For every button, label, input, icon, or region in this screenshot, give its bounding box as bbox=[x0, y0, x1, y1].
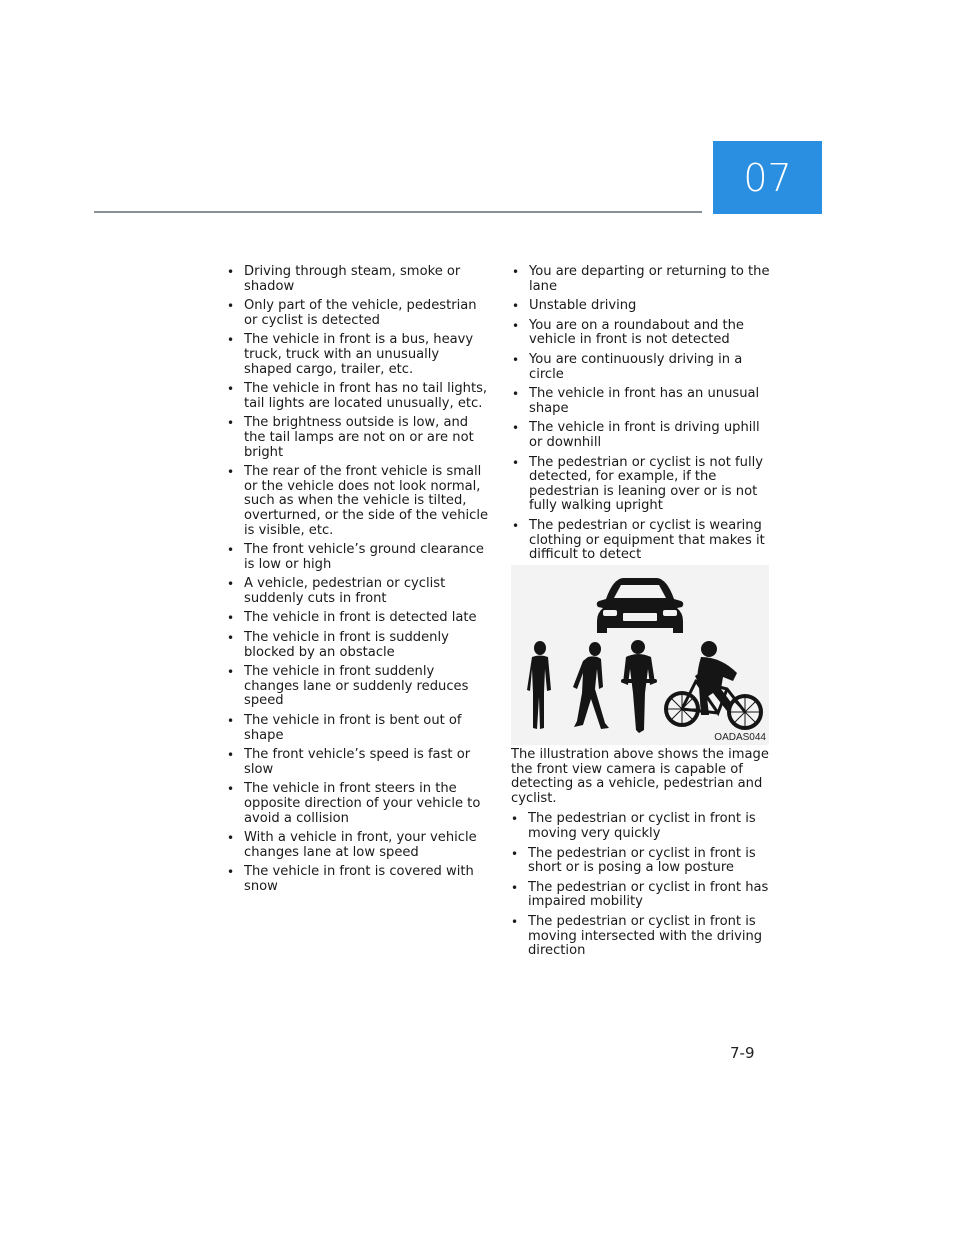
list-item: • The vehicle in front is detected late bbox=[227, 611, 489, 626]
header-rule bbox=[94, 211, 702, 213]
walking-pedestrian-icon bbox=[573, 642, 609, 729]
illustration-graphic bbox=[511, 565, 769, 745]
list-item: • With a vehicle in front, your vehicle changes lane at low speed bbox=[227, 831, 489, 860]
list-item: • You are on a roundabout and the vehicle in front is not detected bbox=[512, 319, 774, 348]
right-column-top bbox=[512, 265, 774, 568]
chapter-number: 07 bbox=[743, 155, 792, 200]
list-item: • The vehicle in front has an unusual shape bbox=[512, 387, 774, 416]
list-item: • The pedestrian or cyclist in front is moving intersected with the driving direction bbox=[511, 915, 773, 959]
list-item: • The pedestrian or cyclist in front is short or is posing a low posture bbox=[511, 847, 773, 876]
car-icon bbox=[597, 578, 684, 633]
page-number: 7-9 bbox=[730, 1044, 755, 1062]
side-cyclist-icon bbox=[666, 641, 761, 728]
list-item: • The rear of the front vehicle is small or the vehicle does not look normal, such as when the vehicle is tilted, overturned, or the side of the vehicle is visible, etc. bbox=[227, 465, 489, 538]
list-item: • The vehicle in front is covered with snow bbox=[227, 865, 489, 894]
list-item: • The pedestrian or cyclist is not fully detected, for example, if the pedestrian is leaning over or is not fully walking upright bbox=[512, 456, 774, 514]
list-item: • You are departing or returning to the lane bbox=[512, 265, 774, 294]
list-item: • Unstable driving bbox=[512, 299, 774, 314]
list-item: • The vehicle in front has no tail lights, tail lights are located unusually, etc. bbox=[227, 382, 489, 411]
figure-code: OADAS044 bbox=[714, 732, 766, 743]
list-item: • The vehicle in front is suddenly blocked by an obstacle bbox=[227, 631, 489, 660]
list-item: • The vehicle in front steers in the opposite direction of your vehicle to avoid a collision bbox=[227, 782, 489, 826]
list-item: • The front vehicle’s speed is fast or slow bbox=[227, 748, 489, 777]
right-bullet-list bbox=[512, 265, 774, 563]
list-item: • The brightness outside is low, and the tail lamps are not on or are not bright bbox=[227, 416, 489, 460]
list-item: • The vehicle in front suddenly changes lane or suddenly reduces speed bbox=[227, 665, 489, 709]
list-item: • The vehicle in front is driving uphill or downhill bbox=[512, 421, 774, 450]
list-item: • The vehicle in front is a bus, heavy truck, truck with an unusually shaped cargo, trailer, etc. bbox=[227, 333, 489, 377]
list-item: • The pedestrian or cyclist in front is moving very quickly bbox=[511, 812, 773, 841]
list-item: • Driving through steam, smoke or shadow bbox=[227, 265, 489, 294]
standing-pedestrian-icon bbox=[527, 641, 551, 729]
list-item: • The vehicle in front is bent out of shape bbox=[227, 714, 489, 743]
list-item: • The pedestrian or cyclist is wearing clothing or equipment that makes it difficult to detect bbox=[512, 519, 774, 563]
list-item: • You are continuously driving in a circle bbox=[512, 353, 774, 382]
right-bullet-list-after bbox=[511, 812, 773, 958]
chapter-tab bbox=[713, 141, 822, 214]
left-bullet-list bbox=[227, 265, 489, 895]
right-column-bottom bbox=[511, 748, 773, 964]
list-item: • The front vehicle’s ground clearance is low or high bbox=[227, 543, 489, 572]
list-item: • Only part of the vehicle, pedestrian or cyclist is detected bbox=[227, 299, 489, 328]
left-column bbox=[227, 265, 489, 900]
figure-caption: The illustration above shows the image the front view camera is capable of detecting as a vehicle, pedestrian and cyclist. bbox=[511, 747, 769, 806]
list-item: • The pedestrian or cyclist in front has impaired mobility bbox=[511, 881, 773, 910]
front-cyclist-icon bbox=[621, 640, 657, 733]
list-item: • A vehicle, pedestrian or cyclist suddenly cuts in front bbox=[227, 577, 489, 606]
detection-illustration bbox=[511, 565, 769, 745]
